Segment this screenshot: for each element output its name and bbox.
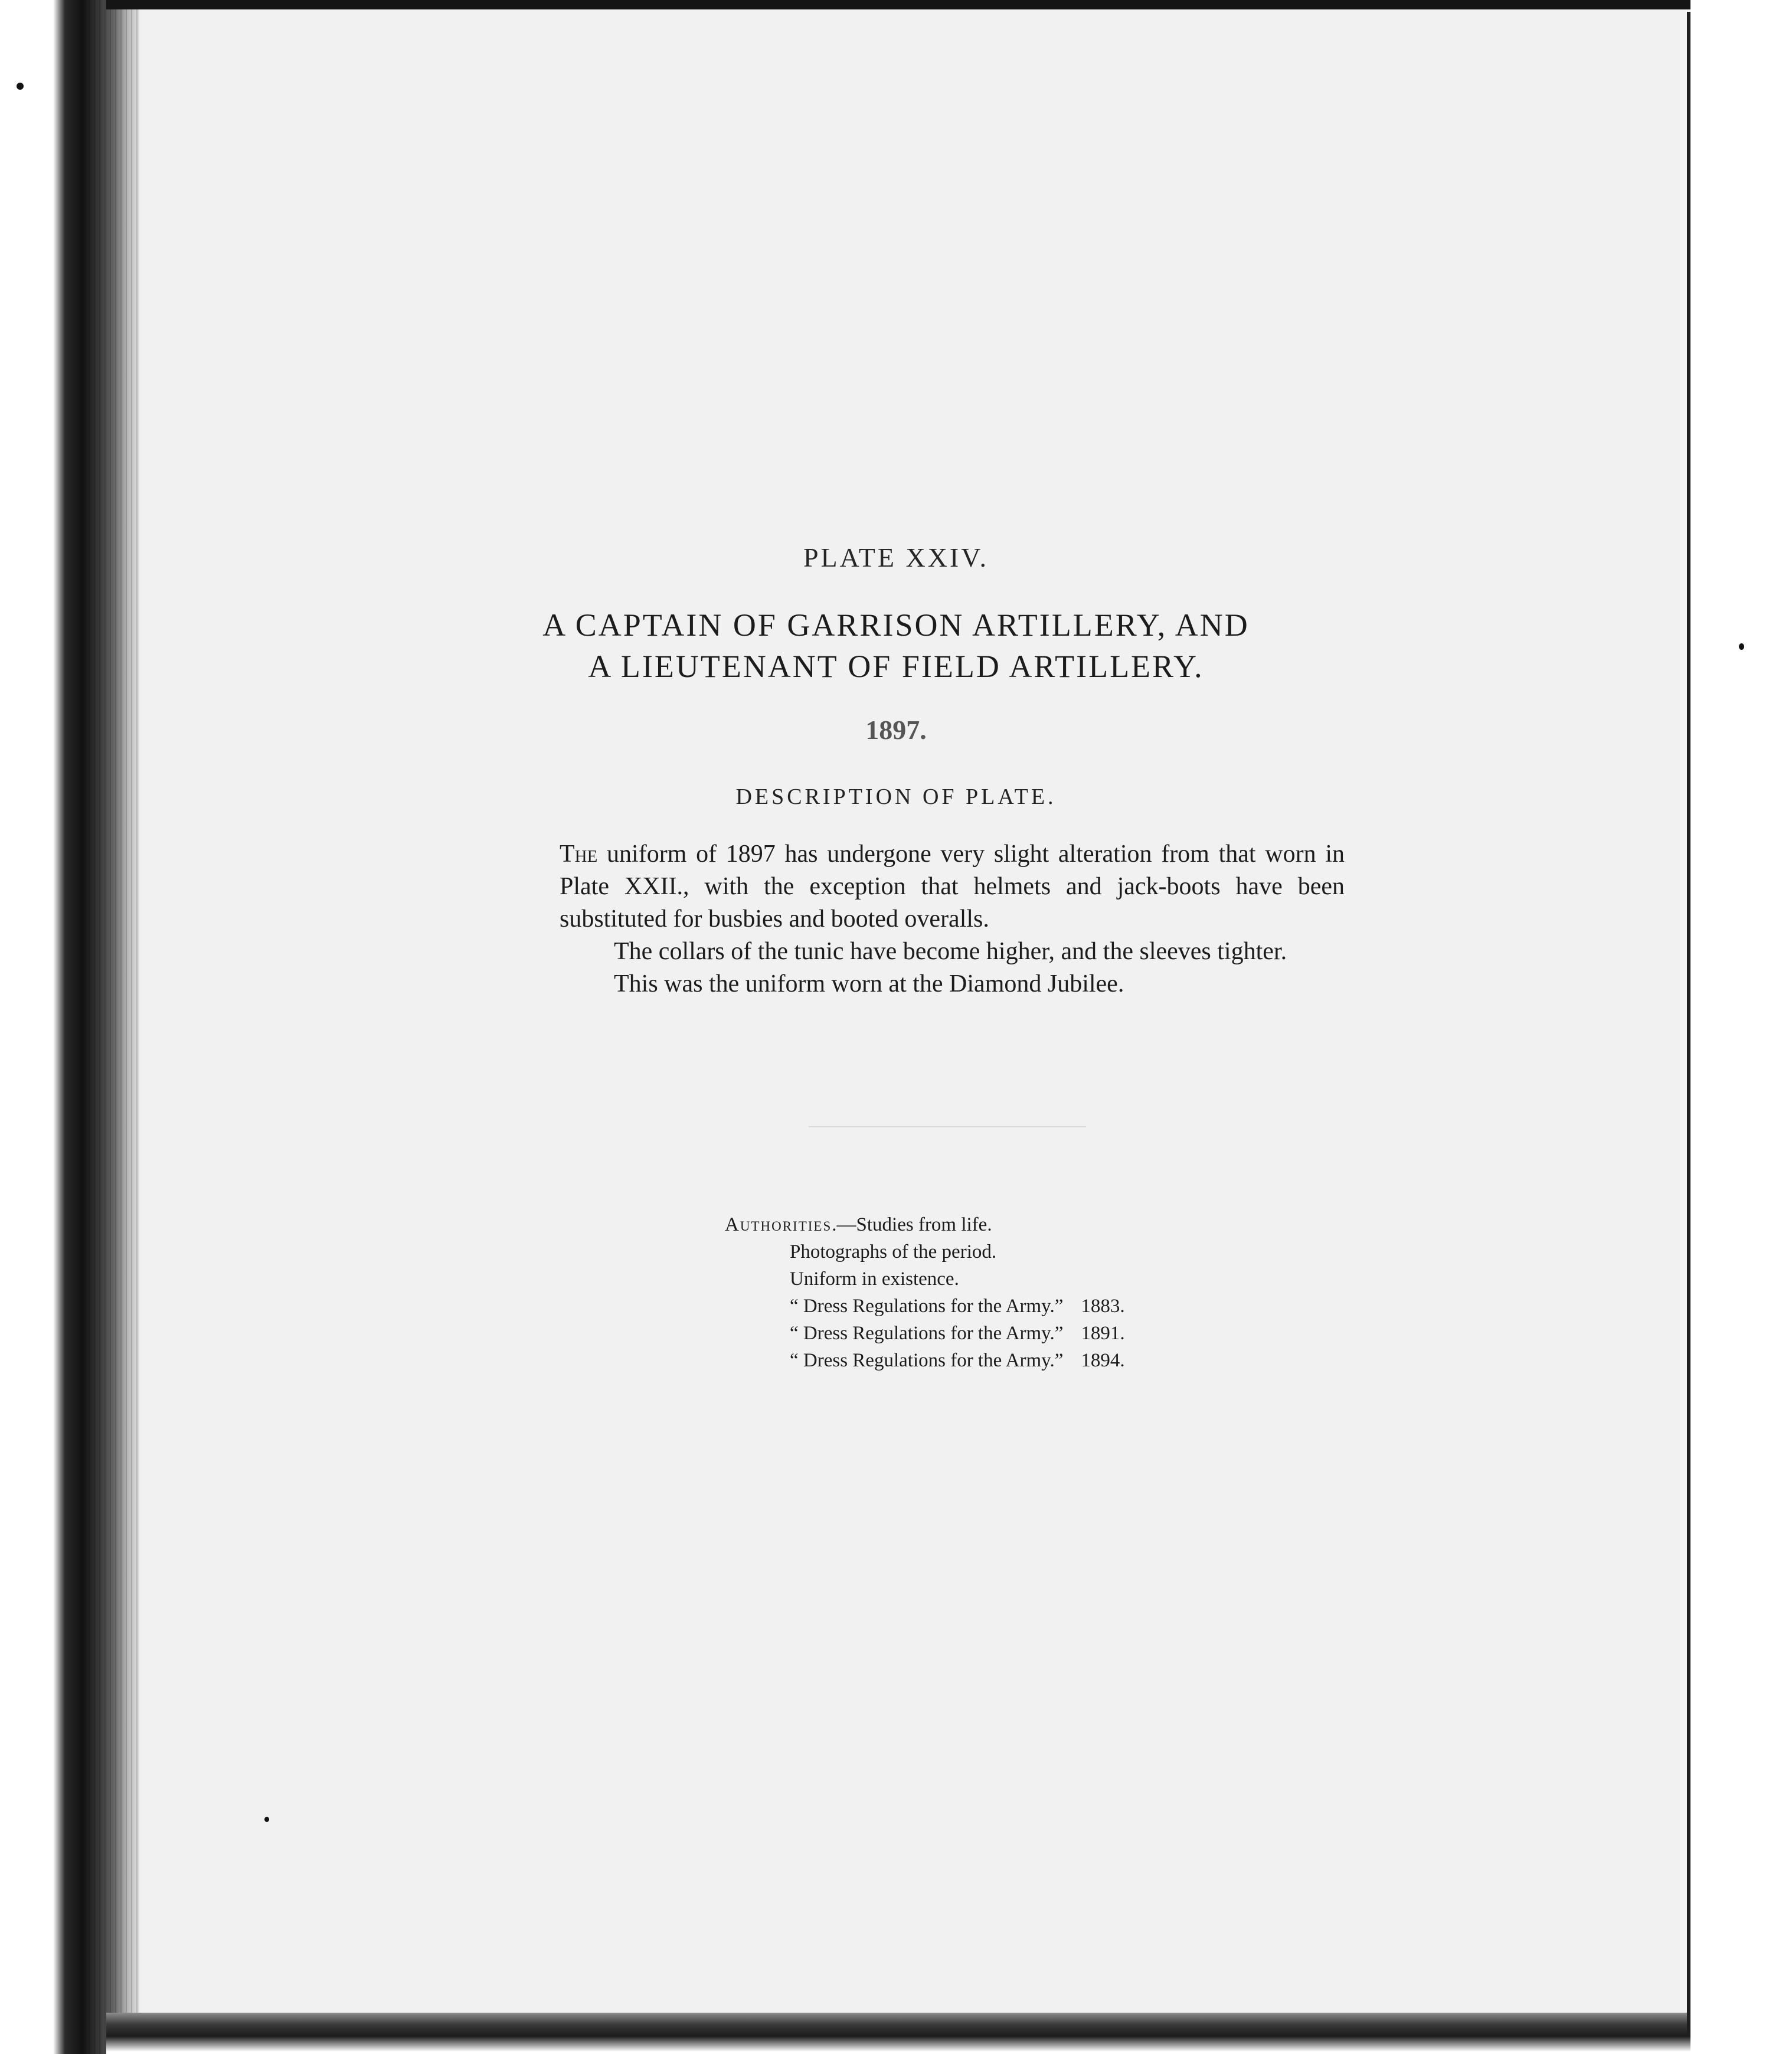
- authority-year: 1891.: [1081, 1323, 1125, 1344]
- authority-text: “ Dress Regulations for the Army.”: [790, 1350, 1064, 1371]
- right-scan-margin: [1690, 0, 1792, 2054]
- paragraph-3: This was the uniform worn at the Diamond Jubilee.: [614, 970, 1124, 997]
- title-line-2: A LIEUTENANT OF FIELD ARTILLERY.: [588, 649, 1204, 684]
- authorities-heading: [725, 1211, 1197, 1238]
- top-scan-edge: [106, 0, 1724, 9]
- section-divider: [809, 1126, 1086, 1127]
- paragraph-1-lead: The: [560, 840, 598, 868]
- page-stack-edges: [89, 0, 142, 2054]
- authority-text: Photographs of the period.: [790, 1241, 997, 1263]
- scan-speck: [264, 1817, 269, 1822]
- plate-number: PLATE XXIV.: [803, 542, 989, 573]
- plate-title: [0, 604, 1792, 687]
- authorities-label: Authorities: [725, 1214, 832, 1235]
- plate-year: 1897.: [865, 715, 927, 745]
- scan-speck: [17, 83, 24, 90]
- paragraph-1-text: uniform of 1897 has undergone very slight alteration from that worn in Plate XXII., with the exception that helmets and jack-boots have been substituted for busbies and booted overalls.: [560, 840, 1345, 933]
- page-sheet: [139, 9, 1699, 2022]
- paragraph-2: The collars of the tunic have become higher, and the sleeves tighter.: [614, 938, 1287, 965]
- description-heading: DESCRIPTION OF PLATE.: [735, 784, 1057, 809]
- authority-year: 1883.: [1081, 1296, 1125, 1317]
- authority-year: 1894.: [1081, 1350, 1125, 1371]
- authority-item: [725, 1265, 1197, 1293]
- bottom-scan-edge: [106, 2013, 1724, 2054]
- authority-text: “ Dress Regulations for the Army.”: [790, 1296, 1064, 1317]
- authority-text: “ Dress Regulations for the Army.”: [790, 1323, 1064, 1344]
- authority-item: [725, 1347, 1197, 1374]
- authority-item: [725, 1320, 1197, 1347]
- authority-text: Uniform in existence.: [790, 1268, 959, 1290]
- paragraph-1: [560, 838, 1345, 936]
- title-line-1: A CAPTAIN OF GARRISON ARTILLERY, AND: [542, 607, 1250, 643]
- description-body: [560, 838, 1345, 1000]
- authorities-first-item: .—Studies from life.: [832, 1214, 992, 1235]
- authority-item: [725, 1293, 1197, 1320]
- authority-item: [725, 1238, 1197, 1265]
- authorities-list: [725, 1211, 1197, 1374]
